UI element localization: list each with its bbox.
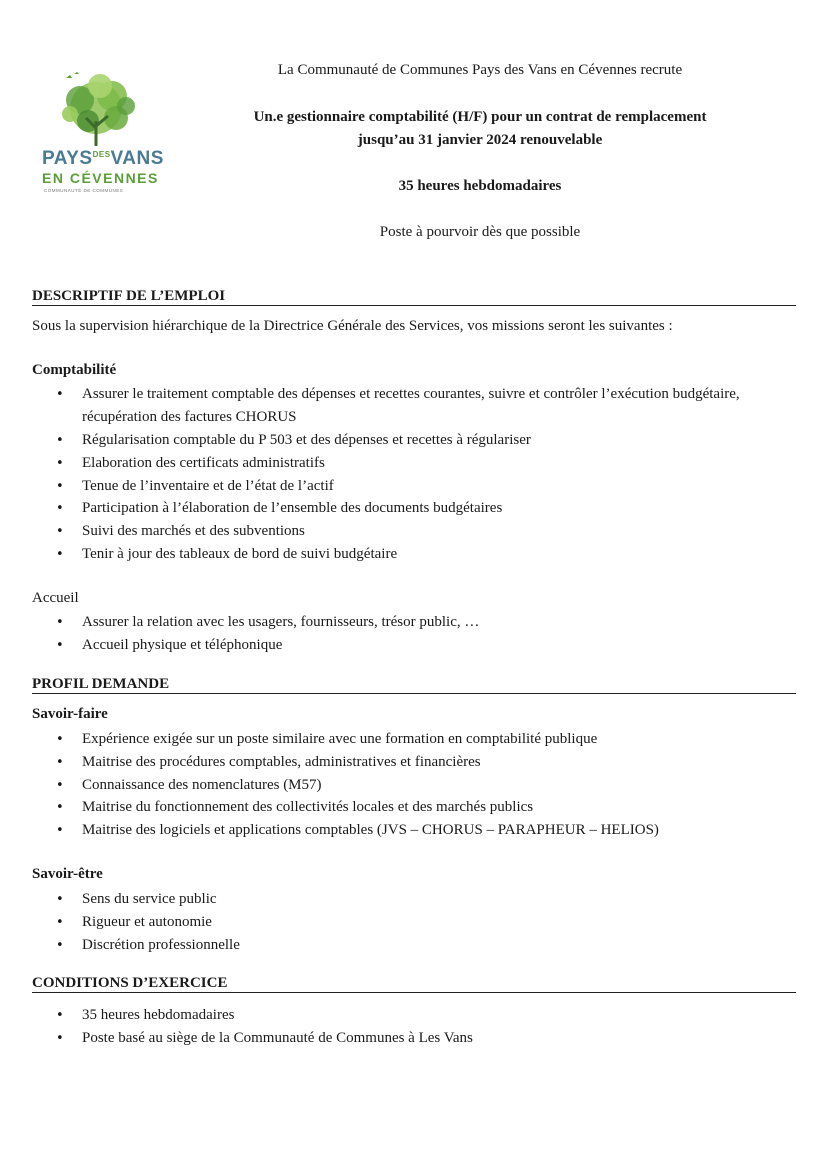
list-item: • 35 heures hebdomadaires xyxy=(56,1004,756,1027)
list-item: • Elaboration des certificats administratifs xyxy=(56,452,756,475)
list-item: • Tenir à jour des tableaux de bord de suivi budgétaire xyxy=(56,543,756,566)
subsection-title-savoir-etre: Savoir-être xyxy=(32,866,103,882)
list-item: • Accueil physique et téléphonique xyxy=(56,634,756,657)
list-item: • Poste basé au siège de la Communauté de Communes à Les Vans xyxy=(56,1027,756,1050)
list-item: • Sens du service public xyxy=(56,888,756,911)
logo-wordmark-line1: $PAYS^{DES}VANS$ xyxy=(42,148,164,169)
header-intro: La Communauté de Communes Pays des Vans en Cévennes recrute xyxy=(277,62,683,78)
section-title-profil: PROFIL DEMANDE xyxy=(32,675,796,694)
list-item: • Régularisation comptable du P 503 et des dépenses et recettes à régulariser xyxy=(56,429,756,452)
job-title-line1: Un.e gestionnaire comptabilité (H/F) pour un contrat de remplacement xyxy=(253,109,707,125)
subsection-title-savoir-faire: Savoir-faire xyxy=(32,706,108,722)
list-item: • Assurer la relation avec les usagers, fournisseurs, trésor public, … xyxy=(56,611,756,634)
list-item: • Participation à l’élaboration de l’ensemble des documents budgétaires xyxy=(56,497,756,520)
section-title-descriptif: DESCRIPTIF DE L’EMPLOI xyxy=(32,287,796,306)
list-item: • Maitrise des logiciels et applications comptables (JVS – CHORUS – PARAPHEUR – HELIOS) xyxy=(56,819,756,842)
subsection-title-accueil: Accueil xyxy=(32,590,79,606)
section-title-conditions: CONDITIONS D’EXERCICE xyxy=(32,974,796,993)
list-item: • Maitrise des procédures comptables, administratives et financières xyxy=(56,751,756,774)
list-item: • Expérience exigée sur un poste similaire avec une formation en comptabilité publique xyxy=(56,728,756,751)
list-item: • Rigueur et autonomie xyxy=(56,911,756,934)
logo xyxy=(40,66,164,196)
descriptif-intro: Sous la supervision hiérarchique de la Directrice Générale des Services, vos missions seront les suivantes : xyxy=(32,318,673,334)
logo-wordmark-line2: EN CÉVENNES xyxy=(42,170,159,186)
list-item: • Tenue de l’inventaire et de l’état de l’actif xyxy=(56,475,756,498)
subsection-title-comptabilite: Comptabilité xyxy=(32,362,117,378)
tree-logo-icon xyxy=(46,66,156,148)
logo-wordmark-line3: COMMUNAUTÉ DE COMMUNES xyxy=(44,188,124,193)
list-item: • Maitrise du fonctionnement des collectivités locales et des marchés publics xyxy=(56,796,756,819)
list-item: • Connaissance des nomenclatures (M57) xyxy=(56,774,756,797)
job-title-line2: jusqu’au 31 janvier 2024 renouvelable xyxy=(357,132,603,148)
list-item: • Assurer le traitement comptable des dépenses et recettes courantes, suivre et contrôler l’exécution budgétaire, récupération des factures CHORUS xyxy=(56,383,756,429)
list-item: • Discrétion professionnelle xyxy=(56,934,756,957)
header-availability: Poste à pourvoir dès que possible xyxy=(379,224,581,240)
list-item: • Suivi des marchés et des subventions xyxy=(56,520,756,543)
header-hours: 35 heures hebdomadaires xyxy=(398,178,562,194)
